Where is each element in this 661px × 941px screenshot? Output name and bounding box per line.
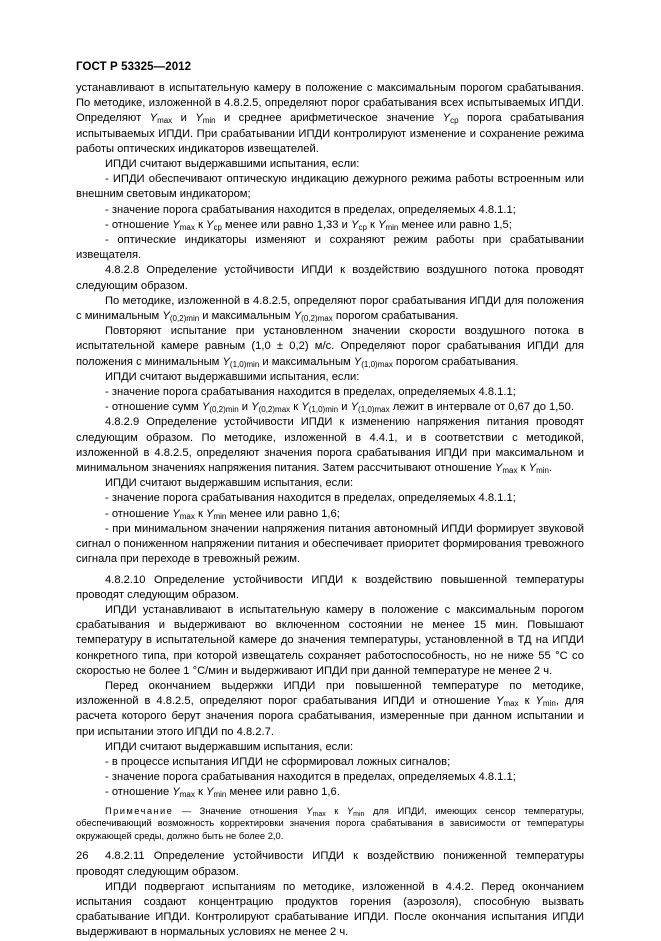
paragraph: ИПДИ подвергают испытаниям по методике, изложенной в 4.4.2. Перед окончанием испытания создают концентрацию продуктов горения (аэрозоля), способную вызвать срабатывание ИПДИ. Контролируют срабатывание ИПДИ. После окончания испытания ИПДИ выдерживают в нормальных условиях не менее 2 ч. xyxy=(76,880,584,939)
page-number: 26 xyxy=(76,850,89,862)
paragraph: 4.8.2.8 Определение устойчивости ИПДИ к воздействию воздушного потока проводят следующим образом. xyxy=(76,264,584,292)
paragraph: ИПДИ считают выдержавшими испытания, если: xyxy=(105,158,360,171)
paragraph: - отношение $Y_{max}$ к $Y_{ср}$ менее или равно 1,33 и $Y_{ср}$ к $Y_{min}$ менее или равно 1,5; xyxy=(105,218,512,232)
paragraph: - в процессе испытания ИПДИ не сформировал ложных сигналов; xyxy=(105,755,451,768)
paragraph: ИПДИ считают выдержавшими испытания, если: xyxy=(105,370,360,383)
paragraph: ИПДИ устанавливают в испытательную камеру в положение с максимальным порогом срабатывания и выдерживают во включенном состоянии не менее 15 мин. Повышают температуру в испытательной камере до значения температуры, установленной в ТД на ИПДИ конкретного типа, при которой извещатель сохраняет работоспособность, но не ниже 55 °С со скоростью не более 1 °С/мин и выдерживают ИПДИ при данной температуре не менее 2 ч. xyxy=(76,603,584,677)
paragraph: 4.8.2.9 Определение устойчивости ИПДИ к изменению напряжения питания проводят следующим образом. По методике, изложенной в 4.4.1, и в соответствии с методикой, изложенной в 4.8.2.5, определяют значения порога срабатывания ИПДИ при максимальном и минимальном значениях напряжения питания. Затем рассчитывают отношение $Y_{max}$ к $Y_{min}$. xyxy=(76,416,584,476)
paragraph: Повторяют испытание при установленном значении скорости воздушного потока в испытательной камере равным (1,0 ± 0,2) м/с. Определяют порог срабатывания ИПДИ для положения с минимальным $Y_{(1,0)min}$ и максимальным $Y_{(1,0)max}$ порогом срабатывания. xyxy=(76,325,584,369)
paragraph: устанавливают в испытательную камеру в положение с максимальным порогом срабатывания. По методике, изложенной в 4.8.2.5, определяют порог срабатывания всех испытываемых ИПДИ. Определяют $Y_{max}$ и $Y_{min}$ и среднее арифметическое значение $Y_{ср}$ порога срабатывания испытываемых ИПДИ. При срабатывании ИПДИ контролируют изменение и сохранение режима работы оптических индикаторов извещателей. xyxy=(76,82,584,155)
paragraph: - значение порога срабатывания находится в пределах, определяемых 4.8.1.1; xyxy=(105,203,516,216)
paragraph: - оптические индикаторы изменяют и сохраняют режим работы при срабатывании извещателя. xyxy=(76,234,584,262)
paragraph: - значение порога срабатывания находится в пределах, определяемых 4.8.1.1; xyxy=(105,386,516,399)
paragraph: - значение порога срабатывания находится в пределах, определяемых 4.8.1.1; xyxy=(105,492,516,505)
paragraph: - отношение $Y_{max}$ к $Y_{min}$ менее или равно 1,6. xyxy=(105,786,340,800)
paragraph: ИПДИ считают выдержавшим испытания, если: xyxy=(105,740,354,753)
paragraph: 4.8.2.11 Определение устойчивости ИПДИ к воздействию пониженной температуры проводят следующим образом. xyxy=(76,850,584,878)
paragraph: 4.8.2.10 Определение устойчивости ИПДИ к воздействию повышенной температуры проводят следующим образом. xyxy=(76,573,584,601)
page-body-text xyxy=(76,81,584,941)
paragraph: - значение порога срабатывания находится в пределах, определяемых 4.8.1.1; xyxy=(105,771,516,784)
paragraph: По методике, изложенной в 4.8.2.5, определяют порог срабатывания ИПДИ для положения с минимальным $Y_{(0,2)min}$ и максимальным $Y_{(0,2)max}$ порогом срабатывания. xyxy=(76,294,584,324)
paragraph: Перед окончанием выдержки ИПДИ при повышенной температуре по методике, изложенной в 4.8.2.5, определяют порог срабатывания ИПДИ и отношение $Y_{max}$ к $Y_{min}$, для расчета которого берут значения порога срабатывания, измеренные при данном испытании и при испытании этого ИПДИ по 4.8.2.7. xyxy=(76,679,584,738)
paragraph: - отношение сумм $Y_{(0,2)min}$ и $Y_{(0,2)max}$ к $Y_{(1,0)min}$ и $Y_{(1,0)max}$ лежит в интервале от 0,67 до 1,50. xyxy=(105,401,574,415)
note-paragraph: Примечание — Значение отношения $Y_{max}$ к $Y_{min}$ для ИПДИ, имеющих сенсор температуры, обеспечивающий возможность корректировки значения порога срабатывания в зависимости от температуры окружающей среды, должно быть не более 2,0. xyxy=(76,804,584,841)
paragraph: ИПДИ считают выдержавшим испытания, если: xyxy=(105,477,354,490)
paragraph: - отношение $Y_{max}$ к $Y_{min}$ менее или равно 1,6; xyxy=(105,507,340,521)
paragraph: - ИПДИ обеспечивают оптическую индикацию дежурного режима работы встроенным или внешним световым индикатором; xyxy=(76,173,584,201)
paragraph: - при минимальном значении напряжения питания автономный ИПДИ формирует звуковой сигнал о пониженном напряжении питания и обеспечивает приоритет формирования тревожного сигнала при переходе в тревожный режим. xyxy=(76,522,584,566)
page-header-standard-id: ГОСТ Р 53325—2012 xyxy=(76,61,192,73)
